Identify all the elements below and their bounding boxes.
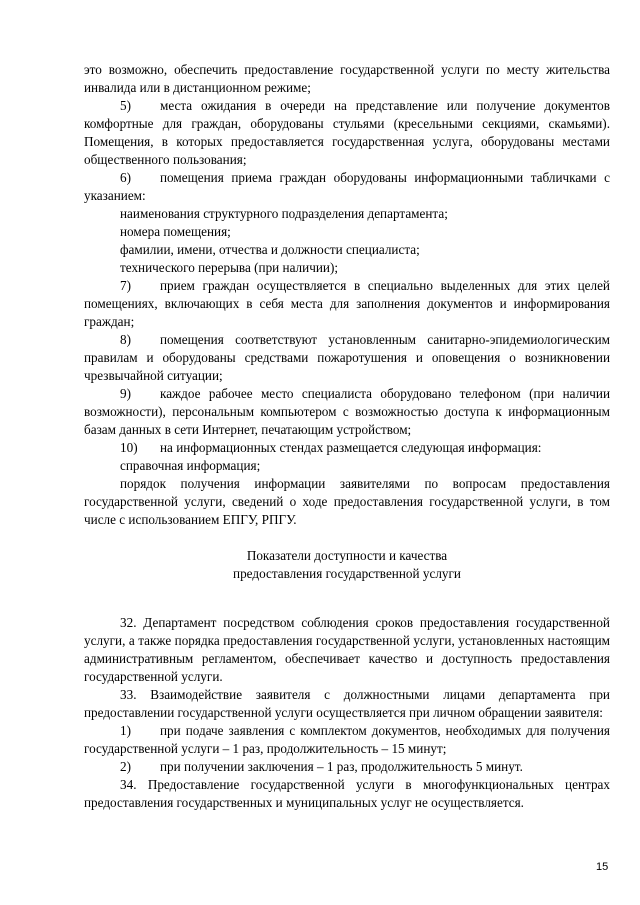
document-body xyxy=(84,61,610,812)
section-heading-line1: Показатели доступности и качества xyxy=(246,548,448,563)
list-item-9 xyxy=(84,385,610,439)
item-text: помещения соответствуют установленным санитарно-эпидемиологическим правилам и оборудованы средствами пожаротушения и оповещения о возникновении чрезвычайной ситуации; xyxy=(84,332,610,383)
item-number: 1) xyxy=(120,723,131,738)
paragraph-34: 34. Предоставление государственной услуги в многофункциональных центрах предоставления государственных и муниципальных услуг не осуществляется. xyxy=(84,777,610,810)
page-number: 15 xyxy=(596,861,609,873)
item-number: 8) xyxy=(120,332,131,347)
item-text: помещения приема граждан оборудованы информационными табличками с указанием: xyxy=(84,170,610,203)
list-item-2 xyxy=(84,758,610,776)
paragraph-32: 32. Департамент посредством соблюдения сроков предоставления государственной услуги, а также порядка предоставления государственной услуги, установленных настоящим административным регламентом, обеспечивает качество и доступность предоставления государственной услуги. xyxy=(84,615,610,684)
item-text: каждое рабочее место специалиста оборудовано телефоном (при наличии возможности), персональным компьютером с возможностью доступа к информационным базам данных в сети Интернет, печатающим устройством; xyxy=(84,386,610,437)
item-text: на информационных стендах размещается следующая информация: xyxy=(160,440,542,455)
item-text: при получении заключения – 1 раз, продолжительность 5 минут. xyxy=(160,759,523,774)
tablet-list-item: фамилии, имени, отчества и должности специалиста; xyxy=(120,242,420,257)
list-item-1 xyxy=(84,722,610,758)
item-number: 9) xyxy=(120,386,131,401)
tablet-list-item: номера помещения; xyxy=(120,224,231,239)
paragraph-33: 33. Взаимодействие заявителя с должностными лицами департамента при предоставлении государственной услуги осуществляется при личном обращении заявителя: xyxy=(84,687,610,720)
item-number: 10) xyxy=(120,440,138,455)
intro-continuation: это возможно, обеспечить предоставление государственной услуги по месту жительства инвалида или в дистанционном режиме; xyxy=(84,62,610,95)
item-number: 5) xyxy=(120,98,131,113)
item-text: прием граждан осуществляется в специально выделенных для этих целей помещениях, включающих в себя места для заполнения документов и информирования граждан; xyxy=(84,278,610,329)
list-item-7 xyxy=(84,277,610,331)
list-item-5 xyxy=(84,97,610,169)
item-text: при подаче заявления с комплектом документов, необходимых для получения государственной услуги – 1 раз, продолжительность – 15 минут; xyxy=(84,723,610,756)
list-item-6 xyxy=(84,169,610,205)
item-number: 7) xyxy=(120,278,131,293)
stand-list-item: справочная информация; xyxy=(120,458,261,473)
section-heading-line2: предоставления государственной услуги xyxy=(233,566,461,581)
list-item-10 xyxy=(84,439,610,457)
tablet-list-item: наименования структурного подразделения департамента; xyxy=(120,206,448,221)
item-number: 2) xyxy=(120,759,131,774)
item-text: места ожидания в очереди на представление или получение документов комфортные для граждан, оборудованы стульями (кресельными секциями, скамьями). Помещения, в которых предоставляется государственная услуга, оборудованы местами общественного пользования; xyxy=(84,98,610,167)
item-number: 6) xyxy=(120,170,131,185)
list-item-8 xyxy=(84,331,610,385)
stand-list-item-last: порядок получения информации заявителями по вопросам предоставления государственной услуги, сведений о ходе предоставления государственной услуги, в том числе с использованием ЕПГУ, РПГУ. xyxy=(84,476,610,527)
tablet-list-item: технического перерыва (при наличии); xyxy=(120,260,338,275)
section-heading xyxy=(84,547,610,583)
